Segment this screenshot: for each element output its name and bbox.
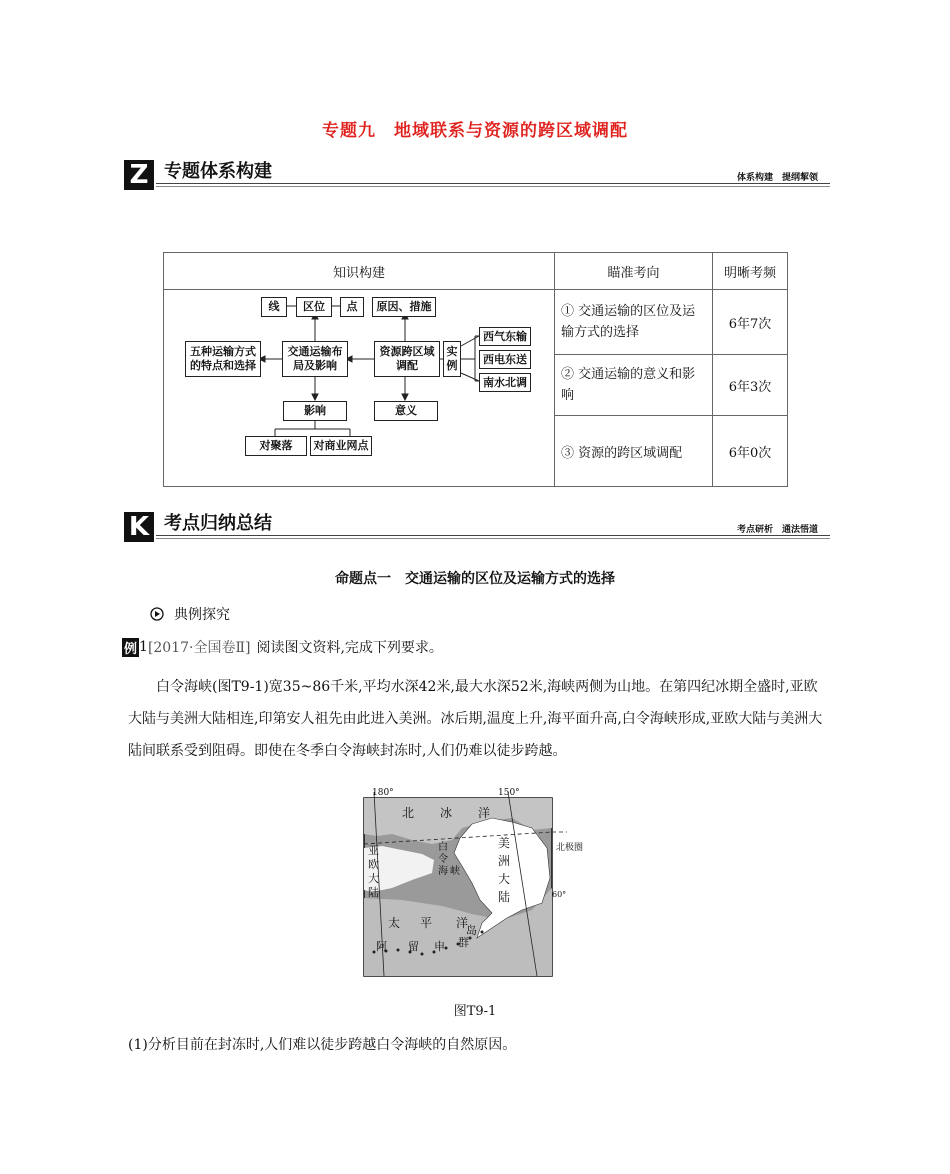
box-water: 南水北调 [479, 373, 531, 392]
section-header-summary [124, 512, 830, 542]
arctic-ocean-char-2: 冰 [440, 806, 453, 820]
arctic-circle-label: 北极圈 [556, 843, 584, 853]
section-name: 考点归纳总结 [164, 513, 272, 534]
pacific-char-2: 平 [420, 916, 433, 930]
example-prompt: 阅读图文资料,完成下列要求。 [256, 640, 443, 656]
asia-char-1: 亚 [368, 844, 379, 857]
header-frequency: 明晰考频 [713, 253, 788, 290]
box-reasons: 原因、措施 [372, 297, 436, 317]
aleutian-char-5: 岛 [466, 924, 477, 937]
page-title: 专题九 地域联系与资源的跨区域调配 [322, 121, 628, 141]
freq-1: 6年7次 [713, 290, 788, 355]
direction-3: ③ 资源的跨区域调配 [555, 416, 713, 487]
strait-char-4: 峡 [450, 866, 460, 877]
example-number: 1 [139, 639, 148, 655]
example-line [122, 637, 443, 657]
pacific-char-3: 洋 [456, 916, 469, 930]
box-meaning: 意义 [374, 401, 438, 421]
lon-150-label: 150° [498, 788, 520, 798]
passage: 白令海峡(图T9-1)宽35~86千米,平均水深42米,最大水深52米,海峡两侧为山地。在第四纪冰期全盛时,亚欧大陆与美洲大陆相连,印第安人祖先由此进入美洲。冰后期,温度上升,海平面升高,白令海峡形成,亚欧大陆与美洲大陆间联系受到阻碍。即使在冬季白令海峡封冻时,人们仍难以徒步跨越。 [128, 679, 823, 759]
bering-strait-map [362, 788, 592, 978]
lon-180-label: 180° [372, 788, 394, 798]
header-knowledge: 知识构建 [164, 253, 555, 290]
america-char-1: 美 [498, 836, 511, 850]
aleutian-char-4: 群 [458, 936, 469, 949]
asia-char-2: 欧 [368, 858, 379, 871]
aleutian-char-2: 留 [408, 940, 419, 953]
header-direction: 瞄准考向 [555, 253, 713, 290]
play-circle-icon [150, 607, 164, 621]
asia-char-4: 陆 [368, 886, 379, 899]
asia-char-3: 大 [368, 872, 379, 885]
freq-2: 6年3次 [713, 355, 788, 416]
america-char-2: 洲 [498, 854, 511, 868]
knowledge-diagram [165, 291, 553, 479]
strait-char-2: 令 [438, 854, 448, 865]
box-five-modes: 五种运输方式的特点和选择 [185, 341, 261, 377]
box-transport-layout: 交通运输布局及影响 [282, 341, 348, 377]
box-gas: 西气东输 [479, 327, 531, 346]
box-resource-transfer: 资源跨区域调配 [374, 341, 440, 377]
example-badge: 例 [122, 638, 139, 657]
example-source: [2017·全国卷Ⅱ] [147, 640, 251, 656]
arctic-ocean-char-1: 北 [402, 806, 415, 820]
strait-char-3: 海 [438, 866, 448, 877]
section-name: 专题体系构建 [164, 161, 272, 182]
section-subtitle: 体系构建 提纲挈领 [736, 173, 818, 183]
lat-60-label: 60° [552, 890, 567, 899]
america-char-3: 大 [498, 872, 511, 886]
box-point: 点 [340, 297, 364, 317]
aleutian-char-3: 申 [434, 940, 445, 953]
direction-1: ① 交通运输的区位及运输方式的选择 [555, 290, 713, 355]
proposition-title: 命题点一 交通运输的区位及运输方式的选择 [335, 571, 615, 587]
example-head [150, 604, 230, 624]
freq-3: 6年0次 [713, 416, 788, 487]
direction-2: ② 交通运输的意义和影响 [555, 355, 713, 416]
box-power: 西电东送 [479, 350, 531, 369]
box-location: 区位 [296, 297, 332, 317]
question-1: (1)分析目前在封冻时,人们难以徒步跨越白令海峡的自然原因。 [128, 1037, 517, 1053]
knowledge-table [163, 252, 788, 487]
america-char-4: 陆 [498, 890, 511, 904]
box-commerce: 对商业网点 [310, 436, 372, 456]
section-header-system [124, 160, 830, 190]
section-letter: K [124, 512, 154, 542]
figure-caption: 图T9-1 [453, 1004, 497, 1019]
aleutian-char-1: 阿 [376, 940, 387, 953]
box-settlement: 对聚落 [245, 436, 307, 456]
section-letter: Z [124, 160, 154, 190]
box-influence: 影响 [283, 401, 347, 421]
example-head-label: 典例探究 [174, 607, 230, 623]
pacific-char-1: 太 [388, 916, 401, 930]
box-example: 实例 [443, 341, 461, 377]
arctic-ocean-char-3: 洋 [478, 806, 491, 820]
strait-char-1: 白 [438, 842, 448, 853]
box-line: 线 [261, 297, 287, 317]
knowledge-diagram-cell [164, 290, 555, 487]
section-subtitle: 考点研析 通法悟道 [736, 525, 818, 535]
